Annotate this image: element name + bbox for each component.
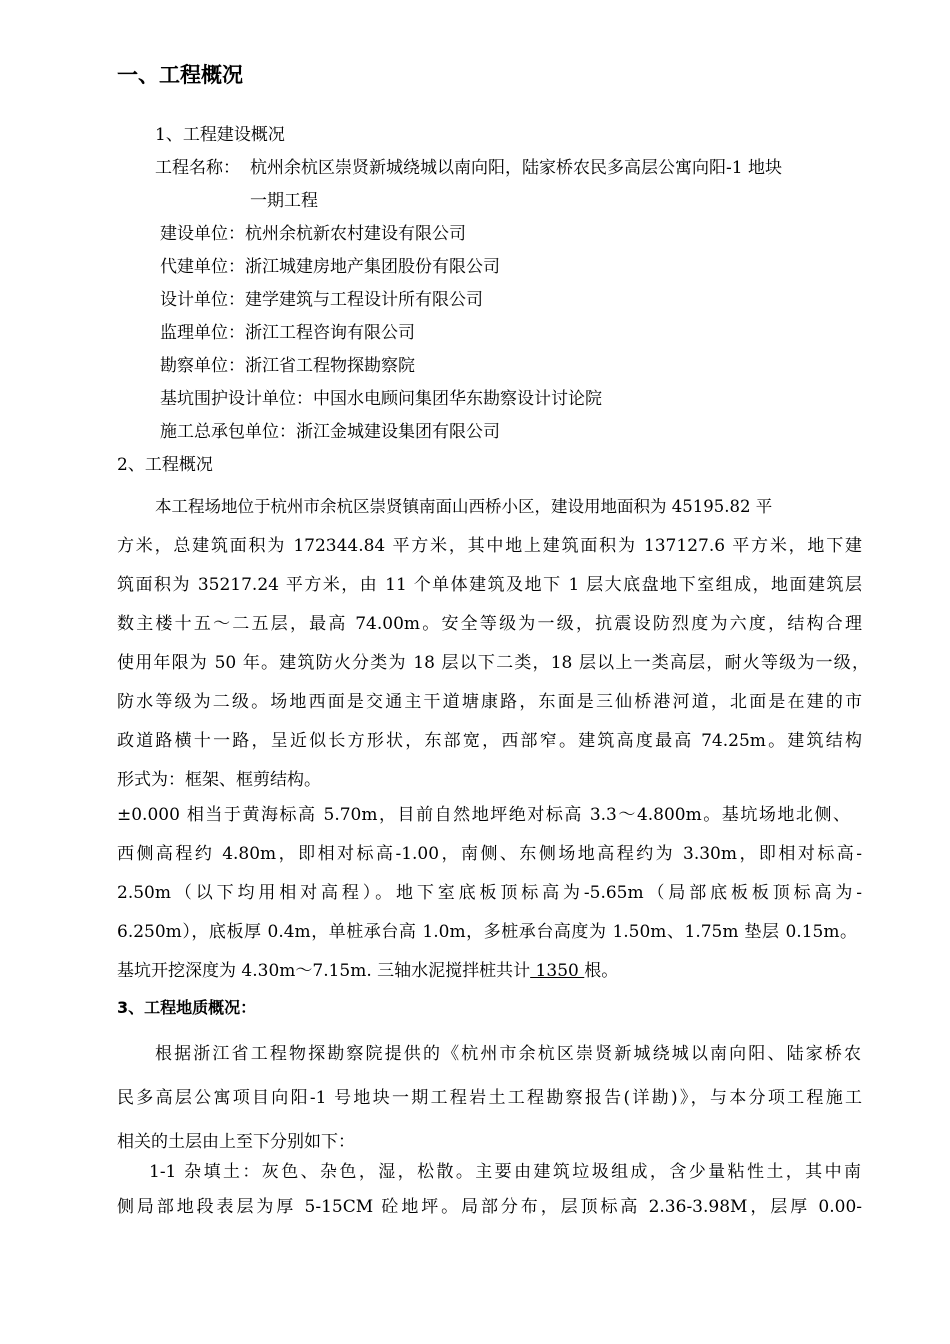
subsection-title-2: 2、工程概况: [117, 455, 213, 475]
info-row-contractor: 施工总承包单位：浙江金城建设集团有限公司: [160, 422, 500, 442]
overview-line: 防水等级为二级。场地西面是交通主干道塘康路，东面是三仙桥港河道，北面是在建的市: [117, 692, 862, 712]
info-row-supervisor: 监理单位：浙江工程咨询有限公司: [160, 323, 415, 343]
subsection-title-1: 1、工程建设概况: [155, 125, 285, 145]
soil-layer-line: 侧局部地段表层为厚 5-15CM 砼地坪。局部分布，层顶标高 2.36-3.98M，层厚 0.00-: [117, 1197, 862, 1217]
overview-line: 方米，总建筑面积为 172344.84 平方米，其中地上建筑面积为 137127.6 平方米，地下建: [117, 536, 862, 556]
section-heading: 一、工程概况: [117, 63, 243, 87]
geology-intro-line: 相关的土层由上至下分别如下：: [117, 1132, 355, 1152]
subsection-title-3: 3、工程地质概况：: [117, 998, 257, 1017]
soil-layer-line: 1-1 杂填土：灰色、杂色，湿，松散。主要由建筑垃圾组成，含少量粘性土，其中南: [149, 1162, 861, 1182]
overview-line: 筑面积为 35217.24 平方米，由 11 个单体建筑及地下 1 层大底盘地下室组成，地面建筑层: [117, 575, 862, 595]
excavation-line: [117, 960, 618, 982]
elevation-line: 6.250m），底板厚 0.4m，单桩承台高 1.0m，多桩承台高度为 1.50m、1.75m 垫层 0.15m。: [117, 922, 857, 942]
geology-intro-line: 根据浙江省工程物探勘察院提供的《杭州市余杭区崇贤新城绕城以南向阳、陆家桥农: [155, 1044, 861, 1064]
elevation-line: 西侧高程约 4.80m，即相对标高-1.00，南侧、东侧场地高程约为 3.30m，即相对标高-: [117, 844, 862, 864]
pile-count: 1350: [530, 961, 585, 981]
elevation-line: 2.50m（以下均用相对高程）。地下室底板顶标高为-5.65m（局部底板板顶标高为-: [117, 883, 862, 903]
info-row-agent: 代建单位：浙江城建房地产集团股份有限公司: [160, 257, 500, 277]
info-row-pit-designer: 基坑围护设计单位：中国水电顾问集团华东勘察设计讨论院: [160, 389, 602, 409]
overview-line: 本工程场地位于杭州市余杭区崇贤镇南面山西桥小区，建设用地面积为 45195.82 平: [155, 497, 773, 516]
excavation-unit: 根。: [584, 961, 619, 981]
excavation-text: 基坑开挖深度为 4.30m～7.15m. 三轴水泥搅拌桩共计: [117, 961, 531, 981]
info-row-designer: 设计单位：建学建筑与工程设计所有限公司: [160, 290, 483, 310]
elevation-line: ±0.000 相当于黄海标高 5.70m，目前自然地坪绝对标高 3.3～4.800m。基坑场地北侧、: [117, 805, 850, 825]
info-row-builder: 建设单位：杭州余杭新农村建设有限公司: [160, 224, 466, 244]
info-row-surveyor: 勘察单位：浙江省工程物探勘察院: [160, 356, 415, 376]
geology-intro-line: 民多高层公寓项目向阳-1 号地块一期工程岩土工程勘察报告(详勘)》，与本分项工程施工: [117, 1088, 862, 1108]
overview-line: 使用年限为 50 年。建筑防火分类为 18 层以下二类，18 层以上一类高层，耐火等级为一级，: [117, 653, 869, 673]
project-name-label: 工程名称：: [155, 158, 240, 178]
overview-line: 形式为：框架、框剪结构。: [117, 770, 321, 790]
overview-line: 政道路横十一路，呈近似长方形状，东部宽，西部窄。建筑高度最高 74.25m。建筑结构: [117, 731, 862, 751]
project-name-line-1: 杭州余杭区崇贤新城绕城以南向阳，陆家桥农民多高层公寓向阳-1 地块: [250, 158, 782, 178]
overview-line: 数主楼十五～二五层，最高 74.00m。安全等级为一级，抗震设防烈度为六度，结构合理: [117, 614, 862, 634]
project-name-line-2: 一期工程: [250, 191, 318, 211]
